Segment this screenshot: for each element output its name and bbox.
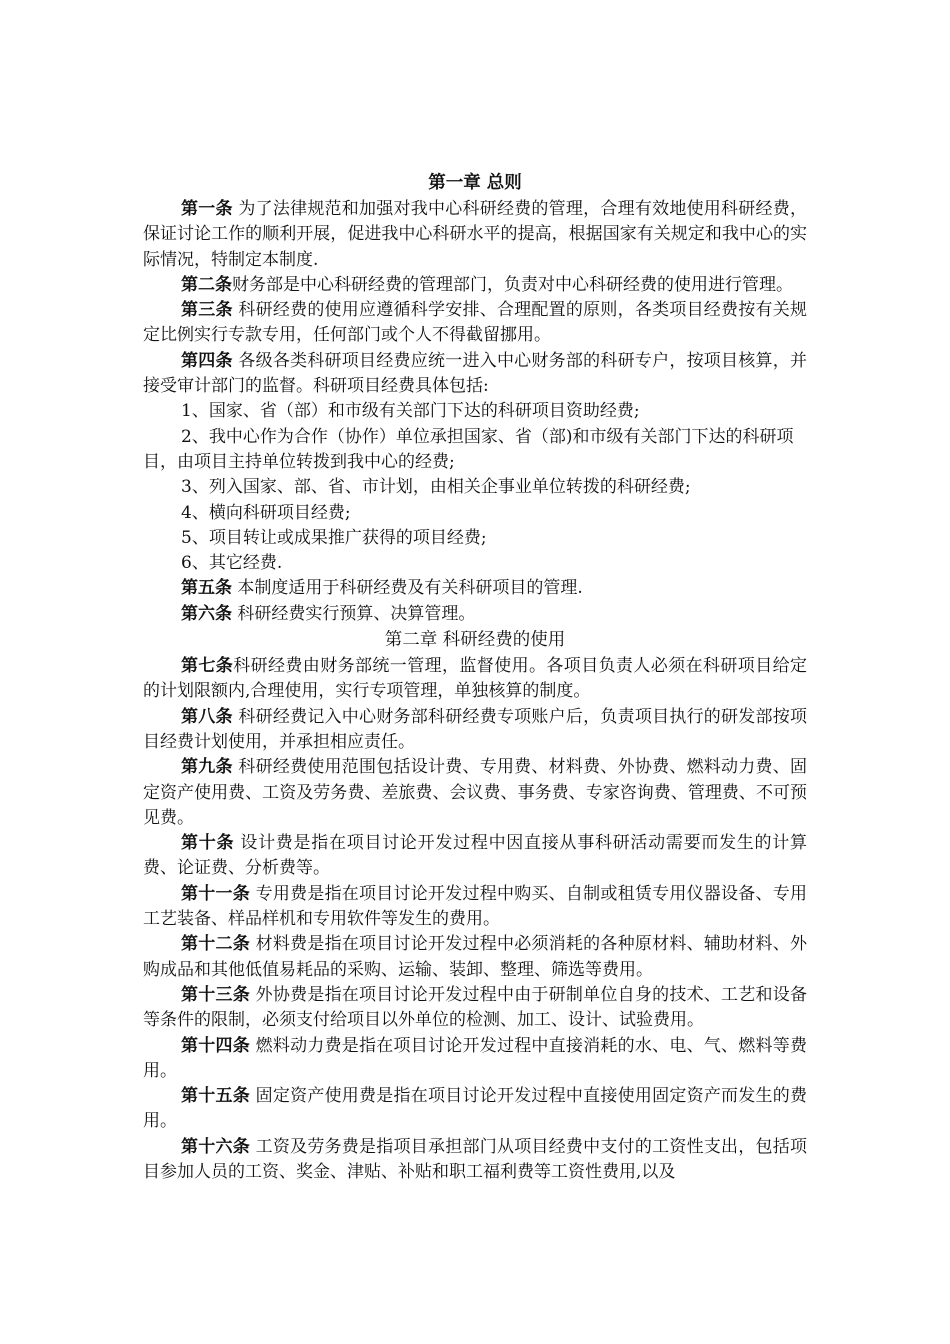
article-label: 第二条: [181, 274, 232, 295]
article-7: [143, 654, 807, 705]
document-page: [143, 170, 807, 1185]
list-item: 6、其它经费.: [181, 553, 283, 574]
article-5: [143, 576, 807, 601]
article-text: 各级各类科研项目经费应统一进入中心财务部的科研专户，按项目核算，并接受审计部门的监督。科研项目经费具体包括:: [143, 350, 807, 397]
list-item: 3、列入国家、部、省、市计划，由相关企事业单位转拨的科研经费;: [181, 477, 691, 498]
article-text: 财务部是中心科研经费的管理部门，负责对中心科研经费的使用进行管理。: [232, 274, 793, 295]
article-4: [143, 349, 807, 400]
article-label: 第七条: [181, 656, 234, 677]
article-label: 第十二条: [181, 934, 250, 955]
article-label: 第十六条: [181, 1136, 250, 1157]
article-8: [143, 705, 807, 756]
article-label: 第三条: [181, 300, 233, 321]
article-label: 第九条: [181, 757, 233, 778]
article-text: 为了法律规范和加强对我中心科研经费的管理，合理有效地使用科研经费，保证讨论工作的顺利开展，促进我中心科研水平的提高，根据国家有关规定和我中心的实际情况，特制定本制度.: [143, 199, 807, 270]
article-text: 工资及劳务费是指项目承担部门从项目经费中支付的工资性支出，包括项目参加人员的工资、奖金、津贴、补贴和职工福利费等工资性费用,以及: [143, 1136, 808, 1182]
article-15: [143, 1084, 807, 1135]
list-item: 2、我中心作为合作（协作）单位承担国家、省（部)和市级有关部门下达的科研项目，由项目主持单位转拨到我中心的经费;: [143, 426, 794, 472]
article-text: 材料费是指在项目讨论开发过程中必须消耗的各种原材料、辅助材料、外购成品和其他低值易耗品的采购、运输、装卸、整理、筛选等费用。: [143, 934, 808, 980]
article-10: [143, 831, 807, 882]
list-item: 4、横向科研项目经费;: [181, 502, 351, 523]
article-label: 第一条: [181, 199, 233, 219]
article-text: 科研经费使用范围包括设计费、专用费、材料费、外协费、燃料动力费、固定资产使用费、工资及劳务费、差旅费、会议费、事务费、专家咨询费、管理费、不可预见费。: [143, 757, 807, 828]
article-6: [143, 602, 807, 627]
article-16: [143, 1135, 807, 1186]
article-13: [143, 983, 807, 1034]
article-12: [143, 932, 807, 983]
article-label: 第六条: [181, 603, 232, 624]
chapter-2-title: 第二章 科研经费的使用: [384, 630, 566, 651]
article-text: 本制度适用于科研经费及有关科研项目的管理.: [232, 578, 583, 599]
chapter-1-title: 第一章 总则: [428, 173, 522, 193]
article-text: 设计费是指在项目讨论开发过程中因直接从事科研活动需要而发生的计算费、论证费、分析费等。: [143, 833, 808, 879]
article-2: [143, 273, 807, 298]
article-text: 固定资产使用费是指在项目讨论开发过程中直接使用固定资产而发生的费用。: [143, 1086, 808, 1132]
list-item: 5、项目转让或成果推广获得的项目经费;: [181, 527, 487, 548]
article-text: 科研经费实行预算、决算管理。: [232, 603, 476, 624]
article-label: 第十四条: [181, 1035, 250, 1056]
article-9: [143, 755, 807, 831]
article-1: [143, 197, 807, 273]
list-item: 1、国家、省（部）和市级有关部门下达的科研项目资助经费;: [181, 401, 640, 422]
article-label: 第四条: [181, 350, 233, 371]
article-11: [143, 882, 807, 933]
article-label: 第十一条: [181, 883, 250, 904]
article-label: 第十五条: [181, 1086, 250, 1107]
article-14: [143, 1034, 807, 1085]
article-label: 第五条: [181, 578, 232, 599]
article-text: 科研经费的使用应遵循科学安排、合理配置的原则，各类项目经费按有关规定比例实行专款专用，任何部门或个人不得截留挪用。: [143, 300, 807, 346]
article-text: 外协费是指在项目讨论开发过程中由于研制单位自身的技术、工艺和设备等条件的限制，必须支付给项目以外单位的检测、加工、设计、试验费用。: [143, 984, 808, 1031]
article-text: 专用费是指在项目讨论开发过程中购买、自制或租赁专用仪器设备、专用工艺装备、样品样机和专用软件等发生的费用。: [143, 883, 808, 930]
article-label: 第十三条: [181, 984, 250, 1005]
article-text: 科研经费由财务部统一管理，监督使用。各项目负责人必须在科研项目给定的计划限额内,合理使用，实行专项管理，单独核算的制度。: [143, 656, 808, 702]
article-text: 科研经费记入中心财务部科研经费专项账户后，负责项目执行的研发部按项目经费计划使用，并承担相应责任。: [143, 706, 807, 752]
article-label: 第八条: [181, 706, 233, 727]
article-3: [143, 298, 807, 349]
article-label: 第十条: [181, 833, 235, 854]
article-text: 燃料动力费是指在项目讨论开发过程中直接消耗的水、电、气、燃料等费用。: [143, 1035, 808, 1081]
